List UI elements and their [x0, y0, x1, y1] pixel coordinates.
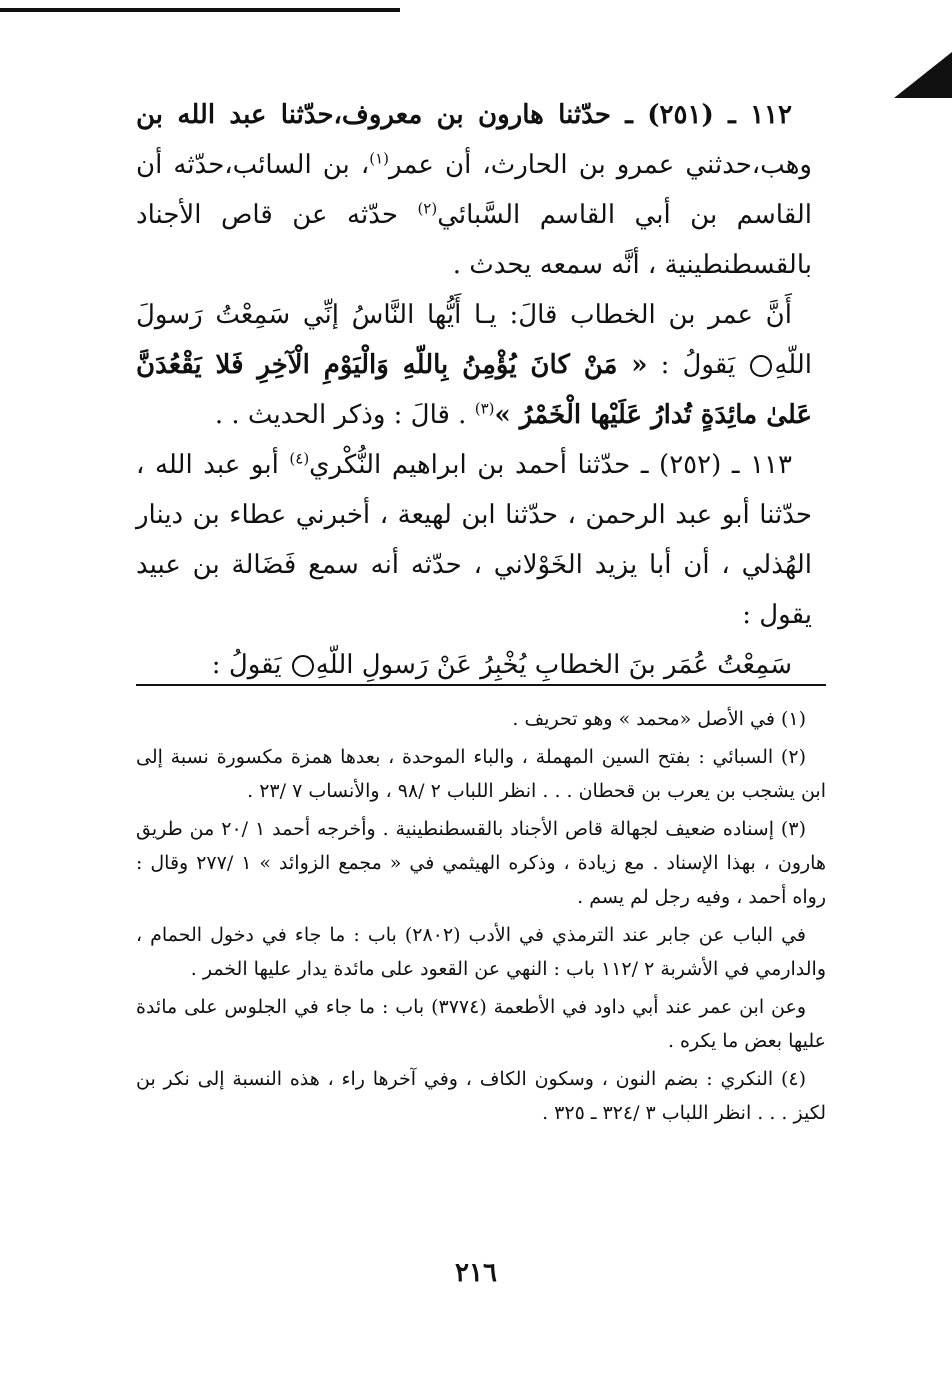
paragraph-112-text-a: وهب،حدثني عمرو بن الحارث، أن عمر — [389, 150, 812, 180]
footnote-3: (٣) إسناده ضعيف لجهالة قاص الأجناد بالقسطنطينية . وأخرجه أحمد ١ /٢٠ من طريق هارون ، بهذا الإسناد . مع زيادة ، وذكره الهيثمي في « مجمع الزوائد » ١ /٢٧٧ وقال : رواه أحمد ، وفيه رجل لم يسم . — [136, 818, 826, 908]
sallallahu-alayhi-wasallam-icon — [750, 355, 772, 377]
paragraph-umar-text-c: . قالَ : وذكر الحديث . . — [214, 400, 475, 430]
paragraph-113-text: أبو عبد الله ، حدّثنا أبو عبد الرحمن ، حدّثنا ابن لهيعة ، أخبرني عطاء بن دينار الهُذلي ، أن أبا يزيد الخَوْلاني ، حدّثه أنه سمع فَضَالة بن عبيد يقول : — [136, 450, 812, 630]
top-rule — [0, 8, 400, 12]
paragraph-112-text-b: ، بن السائب،حدّثه أن القاسم بن أبي القاسم السَّبائي — [136, 150, 812, 230]
hadith-quote: « مَنْ كانَ يُؤْمِنُ بِاللّهِ وَالْيَوْمِ الْآخِرِ فَلا يَقْعُدَنَّ عَلىٰ مائِدَةٍ تُدارُ عَلَيْها الْخَمْرُ » — [136, 350, 812, 430]
footnote-separator — [136, 684, 826, 686]
main-text — [136, 90, 812, 690]
footnote-1: (١) في الأصل «محمد » وهو تحريف . — [512, 708, 806, 730]
sallallahu-alayhi-wasallam-icon — [292, 655, 314, 677]
footnote-3-continued-jabir: في الباب عن جابر عند الترمذي في الأدب (٢٨٠٢) باب : ما جاء في دخول الحمام ، والدارمي في الأشربة ٢ /١١٢ باب : النهي عن القعود على مائدة يدار عليها الخمر . — [136, 924, 826, 980]
paragraph-112 — [136, 90, 812, 290]
paragraph-umar-report-text-a: سَمِعْتُ عُمَر بنَ الخطابِ يُخْبِرُ عَنْ رَسولِ اللّهِ — [315, 650, 792, 680]
footnotes — [136, 702, 826, 1134]
paragraph-umar-text-a: أَنَّ عمر بن الخطاب قالَ: يـا أَيُّها النَّاسُ إنِّي سَمِعْتُ رَسولَ اللّهِ — [136, 300, 813, 380]
footnote-ref-2: (٢) — [417, 199, 438, 218]
footnote-4: (٤) النكري : بضم النون ، وسكون الكاف ، وفي آخرها راء ، هذه النسبة إلى نكر بن لكيز . . . انظر اللباب ٣ /٣٢٤ ـ ٣٢٥ . — [136, 1068, 826, 1124]
hadith-112-heading: ١١٢ ـ (٢٥١) ـ حدّثنا هارون بن معروف،حدّثنا عبد الله بن — [136, 100, 792, 130]
footnote-ref-4: (٤) — [289, 449, 310, 468]
paragraph-umar-text-b: يَقولُ : — [647, 350, 749, 380]
page-number: ٢١٦ — [455, 1258, 497, 1288]
corner-mark — [894, 52, 952, 98]
paragraph-umar-report-text-b: يَقولُ : — [211, 650, 290, 680]
footnote-3-continued-ibn-umar: وعن ابن عمر عند أبي داود في الأطعمة (٣٧٧٤) باب : ما جاء في الجلوس على مائدة عليها بعض ما يكره . — [136, 996, 826, 1052]
paragraph-113 — [136, 440, 812, 640]
paragraph-umar-report — [136, 640, 812, 690]
paragraph-112-text-c: حدّثه عن قاص الأجناد بالقسطنطينية ، أنَّه سمعه يحدث . — [136, 200, 812, 280]
footnote-ref-1: (١) — [369, 149, 390, 168]
hadith-113-heading: ١١٣ ـ (٢٥٢) ـ حدّثنا أحمد بن ابراهيم النُّكْري — [309, 450, 792, 480]
footnote-ref-3: (٣) — [474, 399, 495, 418]
paragraph-umar — [136, 290, 812, 440]
footnote-2: (٢) السبائي : بفتح السين المهملة ، والباء الموحدة ، بعدها همزة مكسورة نسبة إلى ابن يشجب بن يعرب بن قحطان . . . انظر اللباب ٢ /٩٨ ، والأنساب ٧ /٢٣ . — [136, 746, 826, 802]
